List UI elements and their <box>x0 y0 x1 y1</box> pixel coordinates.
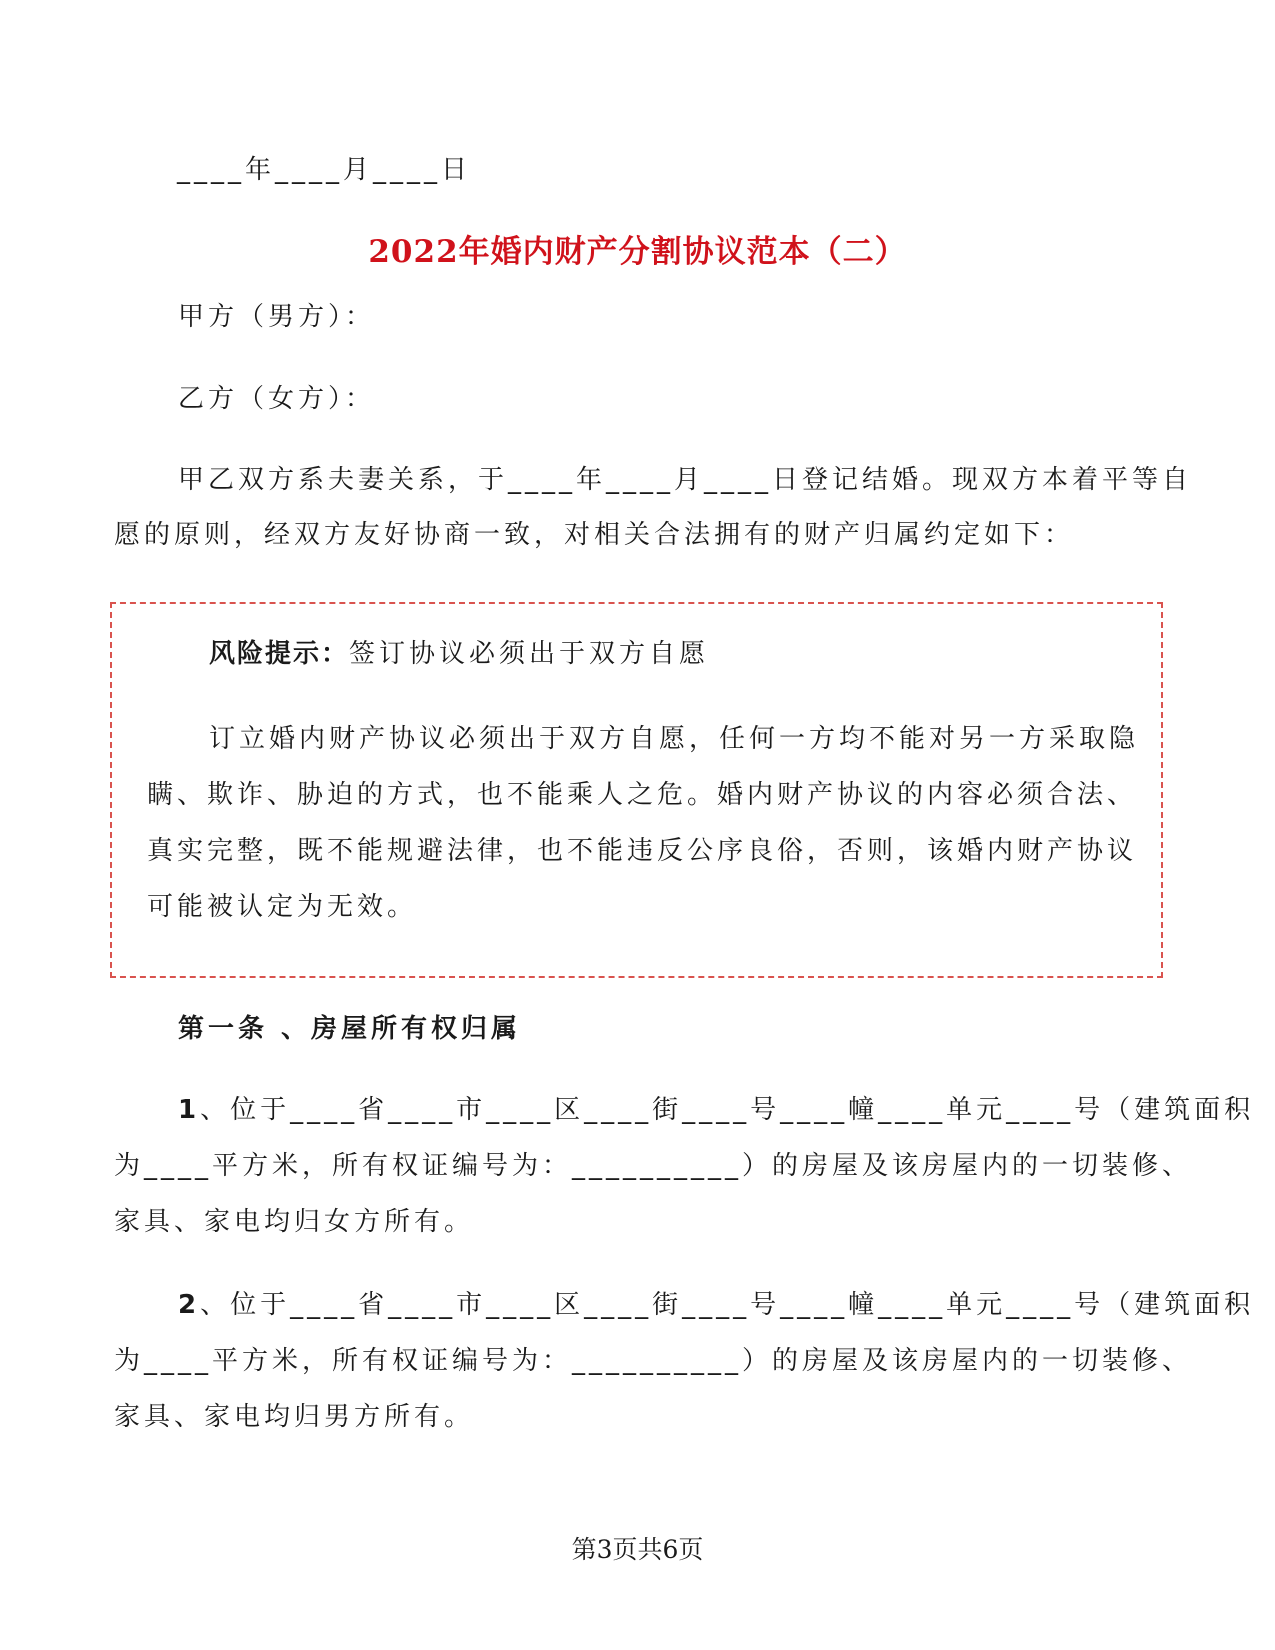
risk-notice-label: 风险提示： <box>209 639 350 669</box>
clause-2-line: 家具、家电均归男方所有。 <box>114 1402 475 1432</box>
clause-2-number: 2 <box>178 1290 201 1320</box>
clause-2-line: 为____平方米，所有权证编号为：__________）的房屋及该房屋内的一切装修、 <box>114 1346 1193 1376</box>
clause-1-line: 家具、家电均归女方所有。 <box>114 1207 475 1237</box>
clause-2-text: 、位于____省____市____区____街____号____幢____单元____号（建筑面积 <box>200 1290 1255 1320</box>
risk-notice-line: 瞒、欺诈、胁迫的方式，也不能乘人之危。婚内财产协议的内容必须合法、 <box>147 780 1138 810</box>
document-title: 2022年婚内财产分割协议范本（二） <box>368 234 907 270</box>
risk-notice-line: 订立婚内财产协议必须出于双方自愿，任何一方均不能对另一方采取隐 <box>209 724 1140 754</box>
risk-notice-heading-text: 签订协议必须出于双方自愿 <box>349 639 710 669</box>
intro-paragraph-line: 甲乙双方系夫妻关系，于____年____月____日登记结婚。现双方本着平等自 <box>178 465 1193 495</box>
party-b-label: 乙方（女方）： <box>178 384 376 414</box>
clause-1-text: 、位于____省____市____区____街____号____幢____单元____号（建筑面积 <box>200 1095 1255 1125</box>
party-a-label: 甲方（男方）： <box>178 302 376 332</box>
clause-2-line <box>178 1288 1254 1322</box>
risk-notice-line: 真实完整，既不能规避法律，也不能违反公序良俗，否则，该婚内财产协议 <box>147 836 1138 866</box>
risk-notice-line: 可能被认定为无效。 <box>147 892 418 922</box>
page-number-footer: 第3页共6页 <box>571 1535 704 1564</box>
clause-1-number: 1 <box>178 1095 201 1125</box>
clause-1-line: 为____平方米，所有权证编号为：__________）的房屋及该房屋内的一切装修、 <box>114 1151 1193 1181</box>
clause-1-line <box>178 1093 1254 1127</box>
intro-paragraph-line: 愿的原则，经双方友好协商一致，对相关合法拥有的财产归属约定如下： <box>114 520 1075 550</box>
signature-date: ____年____月____日 <box>177 155 472 185</box>
article-1-title: 第一条 、房屋所有权归属 <box>178 1014 522 1044</box>
risk-notice-heading <box>209 637 709 671</box>
